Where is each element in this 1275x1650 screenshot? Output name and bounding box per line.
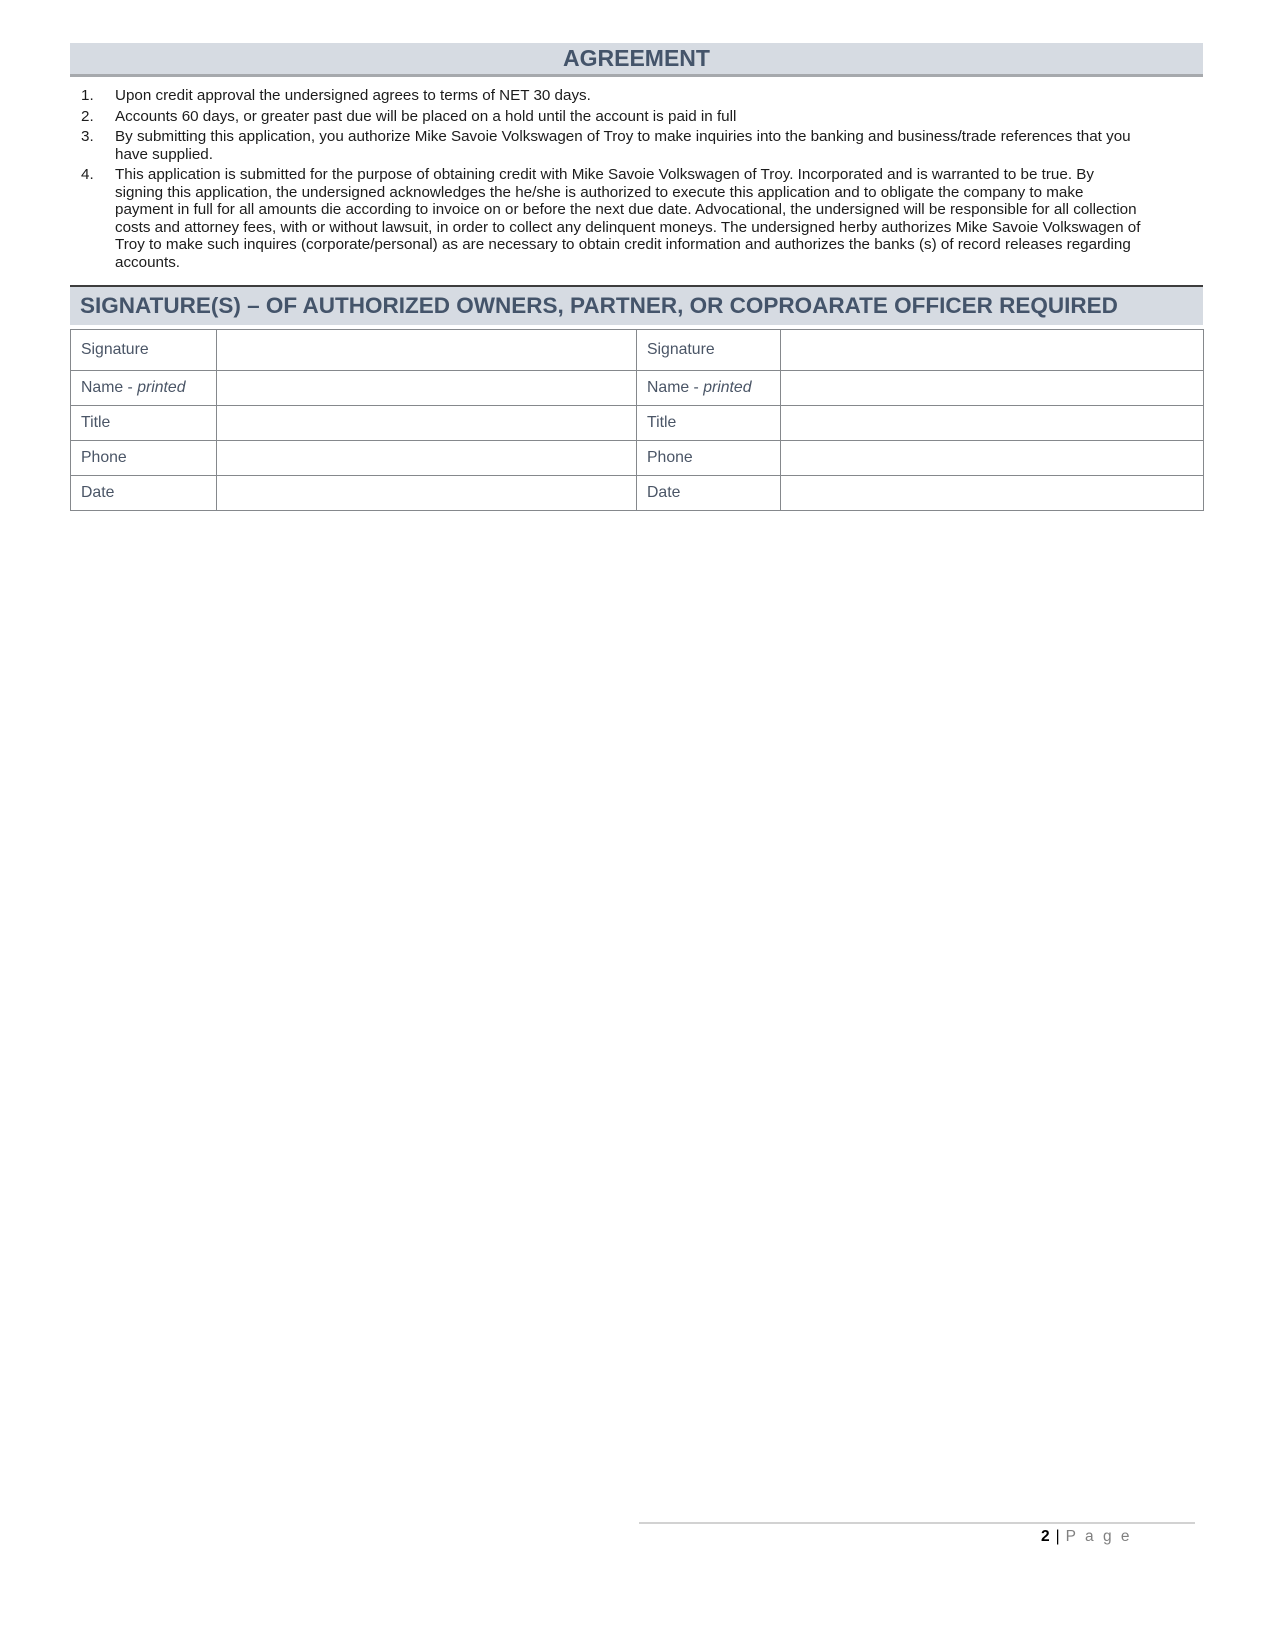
list-number: 3.: [81, 128, 94, 145]
agreement-section-header: [70, 43, 1203, 77]
list-text: By submitting this application, you authorize Mike Savoie Volkswagen of Troy to make inquiries into the banking and business/trade references that you have supplied.: [115, 128, 1131, 163]
date-field-right[interactable]: [781, 476, 1204, 511]
table-row: [71, 371, 1204, 406]
list-number: 4.: [81, 166, 94, 183]
table-row: [71, 406, 1204, 441]
footer-divider: [639, 1522, 1195, 1524]
signature-field-left[interactable]: [217, 330, 637, 371]
page-content: [70, 43, 1203, 511]
title-label-left: Title: [71, 406, 217, 441]
name-label-italic: printed: [703, 379, 752, 396]
name-label-italic: printed: [137, 379, 186, 396]
name-label-right: [637, 371, 781, 406]
list-text: Accounts 60 days, or greater past due will be placed on a hold until the account is paid in full: [115, 107, 737, 125]
name-field-right[interactable]: [781, 371, 1204, 406]
list-number: 1.: [81, 87, 94, 104]
name-field-left[interactable]: [217, 371, 637, 406]
date-label-left: Date: [71, 476, 217, 511]
signature-label-left: Signature: [71, 330, 217, 371]
name-label-text: Name -: [81, 379, 138, 396]
agreement-title: AGREEMENT: [563, 45, 710, 71]
title-field-left[interactable]: [217, 406, 637, 441]
signatures-section-header: [70, 285, 1203, 325]
agreement-term-item: [70, 108, 1203, 126]
title-label-right: Title: [637, 406, 781, 441]
name-label-text: Name -: [647, 379, 704, 396]
page-word: P a g e: [1065, 1528, 1132, 1545]
signature-table: [70, 329, 1204, 511]
agreement-term-item: [70, 166, 1203, 271]
signature-label-right: Signature: [637, 330, 781, 371]
phone-label-right: Phone: [637, 441, 781, 476]
page-number: 2: [1041, 1528, 1050, 1545]
list-number: 2.: [81, 107, 94, 125]
phone-label-left: Phone: [71, 441, 217, 476]
date-field-left[interactable]: [217, 476, 637, 511]
signatures-title: SIGNATURE(S) – OF AUTHORIZED OWNERS, PARTNER, OR COPROARATE OFFICER REQUIRED: [80, 293, 1118, 318]
table-row: [71, 330, 1204, 371]
page-footer: [639, 1528, 1132, 1546]
name-label-left: [71, 371, 217, 406]
footer-separator: |: [1055, 1528, 1060, 1545]
agreement-terms-list: [70, 87, 1203, 271]
date-label-right: Date: [637, 476, 781, 511]
table-row: [71, 441, 1204, 476]
table-row: [71, 476, 1204, 511]
phone-field-right[interactable]: [781, 441, 1204, 476]
phone-field-left[interactable]: [217, 441, 637, 476]
agreement-term-item: [70, 87, 1203, 105]
list-text: This application is submitted for the purpose of obtaining credit with Mike Savoie Volkswagen of Troy. Incorporated and is warranted to be true. By signing this application, the undersigned acknowledges the he/she is authorized to execute this application and to obligate the company to make payment in full for all amounts die according to invoice on or before the next due date. Advocational, the undersigned will be responsible for all collection costs and attorney fees, with or without lawsuit, in order to collect any delinquent moneys. The undersigned herby authorizes Mike Savoie Volkswagen of Troy to make such inquires (corporate/personal) as are necessary to obtain credit information and authorizes the banks (s) of record releases regarding accounts.: [115, 166, 1141, 271]
title-field-right[interactable]: [781, 406, 1204, 441]
agreement-term-item: [70, 128, 1203, 163]
signature-field-right[interactable]: [781, 330, 1204, 371]
list-text: Upon credit approval the undersigned agrees to terms of NET 30 days.: [115, 87, 591, 104]
